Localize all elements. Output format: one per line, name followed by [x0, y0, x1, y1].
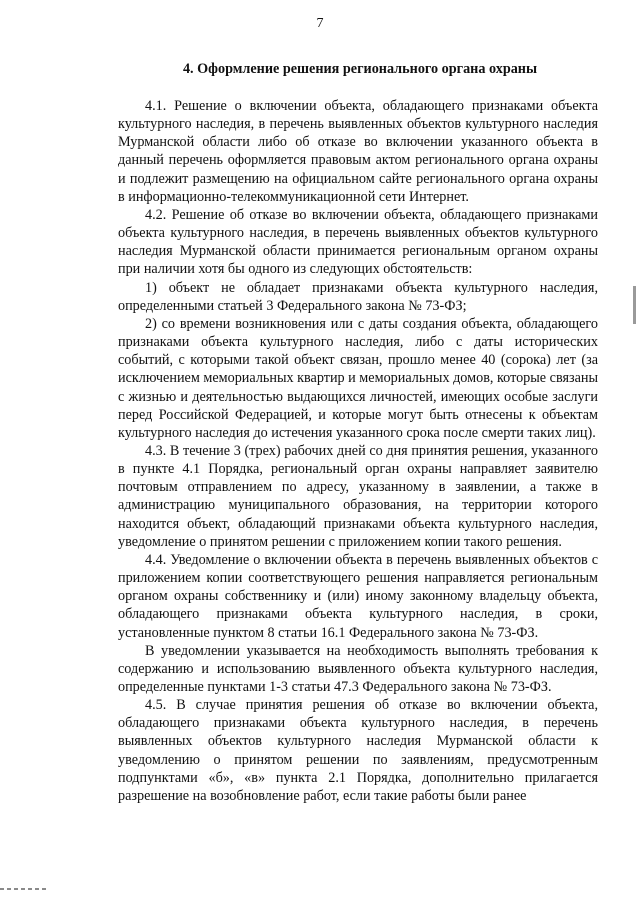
- paragraph-4-3: 4.3. В течение 3 (трех) рабочих дней со дня принятия решения, указанного в пункте 4.1 Порядка, региональный орган охраны направляет заявителю почтовым отправлением по адресу, указанному в заявлении, а также в администрацию муниципального образования, на территории которого находится объект, обладающий признаками объекта культурного наследия, уведомление о принятом решении с приложением копии такого решения.: [118, 442, 598, 550]
- paragraph-4-4-note: В уведомлении указывается на необходимость выполнять требования к содержанию и использованию выявленного объекта культурного наследия, определенные пунктами 1-3 статьи 47.3 Федерального закона № 73-ФЗ.: [118, 642, 598, 695]
- scan-footer-mark: [0, 888, 46, 890]
- paragraph-4-2: 4.2. Решение об отказе во включении объекта, обладающего признаками объекта культурного наследия, в перечень выявленных объектов культурного наследия Мурманской области принимается региональным органом охраны при наличии хотя бы одного из следующих обстоятельств:: [118, 206, 598, 278]
- paragraph-4-5: 4.5. В случае принятия решения об отказе во включении объекта, обладающего признаками объекта культурного наследия, в перечень выявленных объектов культурного наследия Мурманской области к уведомлению о принятом решении по заявлениям, предусмотренным подпунктами «б», «в» пункта 2.1 Порядка, дополнительно прилагается разрешение на возобновление работ, если такие работы были ранее: [118, 697, 598, 804]
- paragraph-4-4: 4.4. Уведомление о включении объекта в перечень выявленных объектов с приложением копии соответствующего решения направляется региональным органом охраны собственнику и (или) иному законному владельцу объекта, обладающего признаками объекта культурного наследия, в сроки, установленные пунктом 8 статьи 16.1 Федерального закона № 73-ФЗ.: [118, 551, 598, 641]
- document-body: [118, 97, 598, 805]
- paragraph-4-2-item-1: 1) объект не обладает признаками объекта культурного наследия, определенными статьей 3 Федерального закона № 73-ФЗ;: [118, 279, 598, 314]
- paragraph-4-2-item-2: 2) со времени возникновения или с даты создания объекта, обладающего признаками объекта культурного наследия, либо с даты исторических событий, с которыми такой объект связан, прошло менее 40 (сорока) лет (за исключением мемориальных квартир и мемориальных домов, которые связаны с жизнью и деятельностью выдающихся личностей, имеющих особые заслуги перед Российской Федерацией, и которые могут быть отнесены к объектам культурного наследия до истечения указанного срока после смерти таких лиц).: [118, 315, 599, 441]
- paragraph-4-1: 4.1. Решение о включении объекта, обладающего признаками объекта культурного наследия, в перечень выявленных объектов культурного наследия Мурманской области либо об отказе во включении указанного объекта в данный перечень оформляется правовым актом регионального органа охраны и подлежит размещению на официальном сайте регионального органа охраны в информационно-телекоммуникационной сети Интернет.: [118, 98, 598, 205]
- scan-edge-mark: [633, 286, 636, 324]
- page-number: 7: [316, 16, 324, 31]
- section-heading: 4. Оформление решения регионального органа охраны: [182, 61, 538, 77]
